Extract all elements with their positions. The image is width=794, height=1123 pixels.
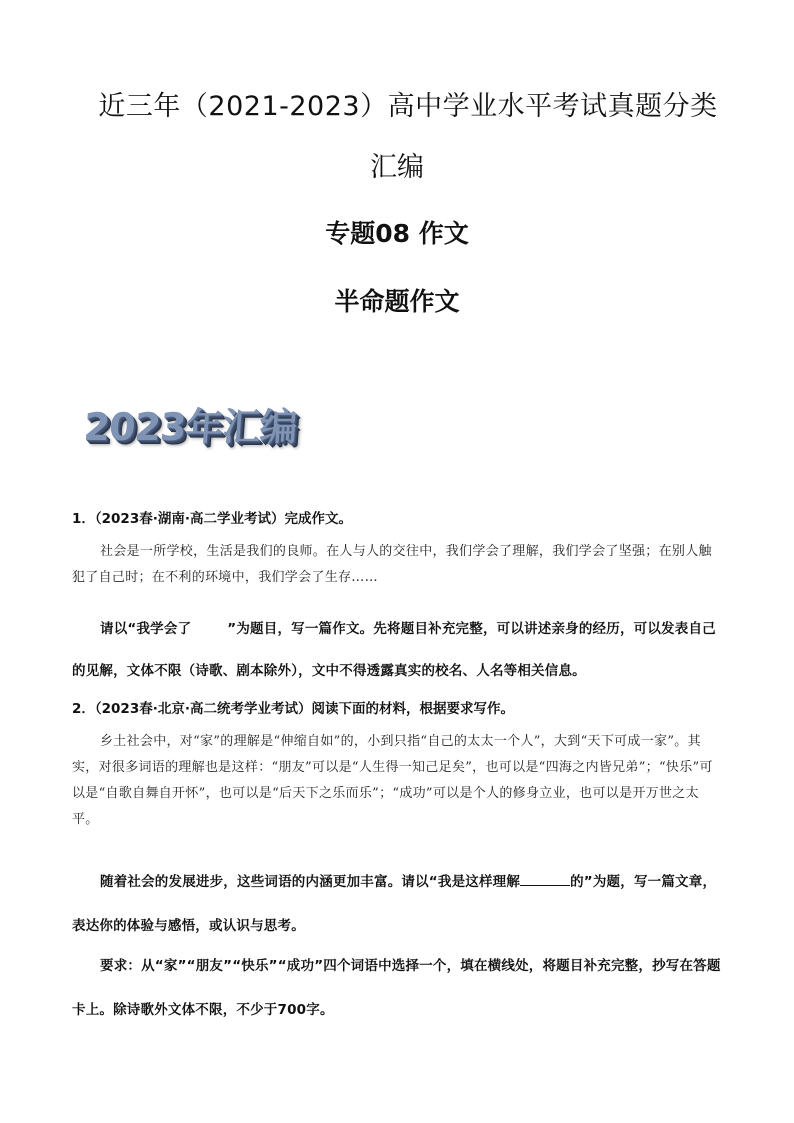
question-1-heading: 1．（2023春·湖南·高二学业考试）完成作文。	[72, 511, 352, 527]
question-1-requirement-part2: ”为题目，写一篇作文。先将题目补充完整，可以讲述亲身的经历，可以发表自己的见解，文体不限（诗歌、剧本除外），文中不得透露真实的校名、人名等相关信息。	[72, 621, 716, 679]
question-2-prompt	[72, 860, 724, 948]
title-blank-line	[520, 873, 570, 886]
document-title-line2: 汇编	[370, 152, 424, 183]
question-2-prompt-part1: 随着社会的发展进步，这些词语的内涵更加丰富。请以“我是这样理解	[100, 874, 521, 890]
question-1-requirement	[72, 608, 724, 692]
question-2-requirement: 要求：从“家”“朋友”“快乐”“成功”四个词语中选择一个，填在横线处，将题目补充完整，抄写在答题卡上。除诗歌外文体不限，不少于700字。	[72, 958, 721, 1018]
question-1-material: 社会是一所学校，生活是我们的良师。在人与人的交往中，我们学会了理解，我们学会了坚强；在别人触犯了自己时；在不利的环境中，我们学会了生存……	[72, 544, 712, 585]
section-year-badge: 2023年汇编	[82, 405, 299, 449]
subtopic-heading: 半命题作文	[334, 287, 460, 316]
question-1-requirement-part1: 请以“我学会了	[100, 621, 192, 637]
topic-heading: 专题08 作文	[325, 219, 469, 248]
question-2-material: 乡土社会中，对“家”的理解是“伸缩自如”的，小到只指“自己的太太一个人”，大到“天下可成一家”。其实，对很多词语的理解也是这样：“朋友”可以是“人生得一知己足矣”，也可以是“四海之内皆兄弟”；“快乐”可以是“自歌自舞自开怀”，也可以是“后天下之乐而乐”；“成功”可以是个人的修身立业，也可以是开万世之太平。	[72, 734, 713, 827]
question-2-heading: 2．（2023春·北京·高二统考学业考试）阅读下面的材料，根据要求写作。	[72, 701, 514, 717]
question-2-prompt-part2: 的”为题，写一篇文章，表达你的体验与感悟，或认识与思考。	[72, 874, 717, 934]
document-title-line1: 近三年（2021-2023）高中学业水平考试真题分类	[98, 91, 718, 122]
